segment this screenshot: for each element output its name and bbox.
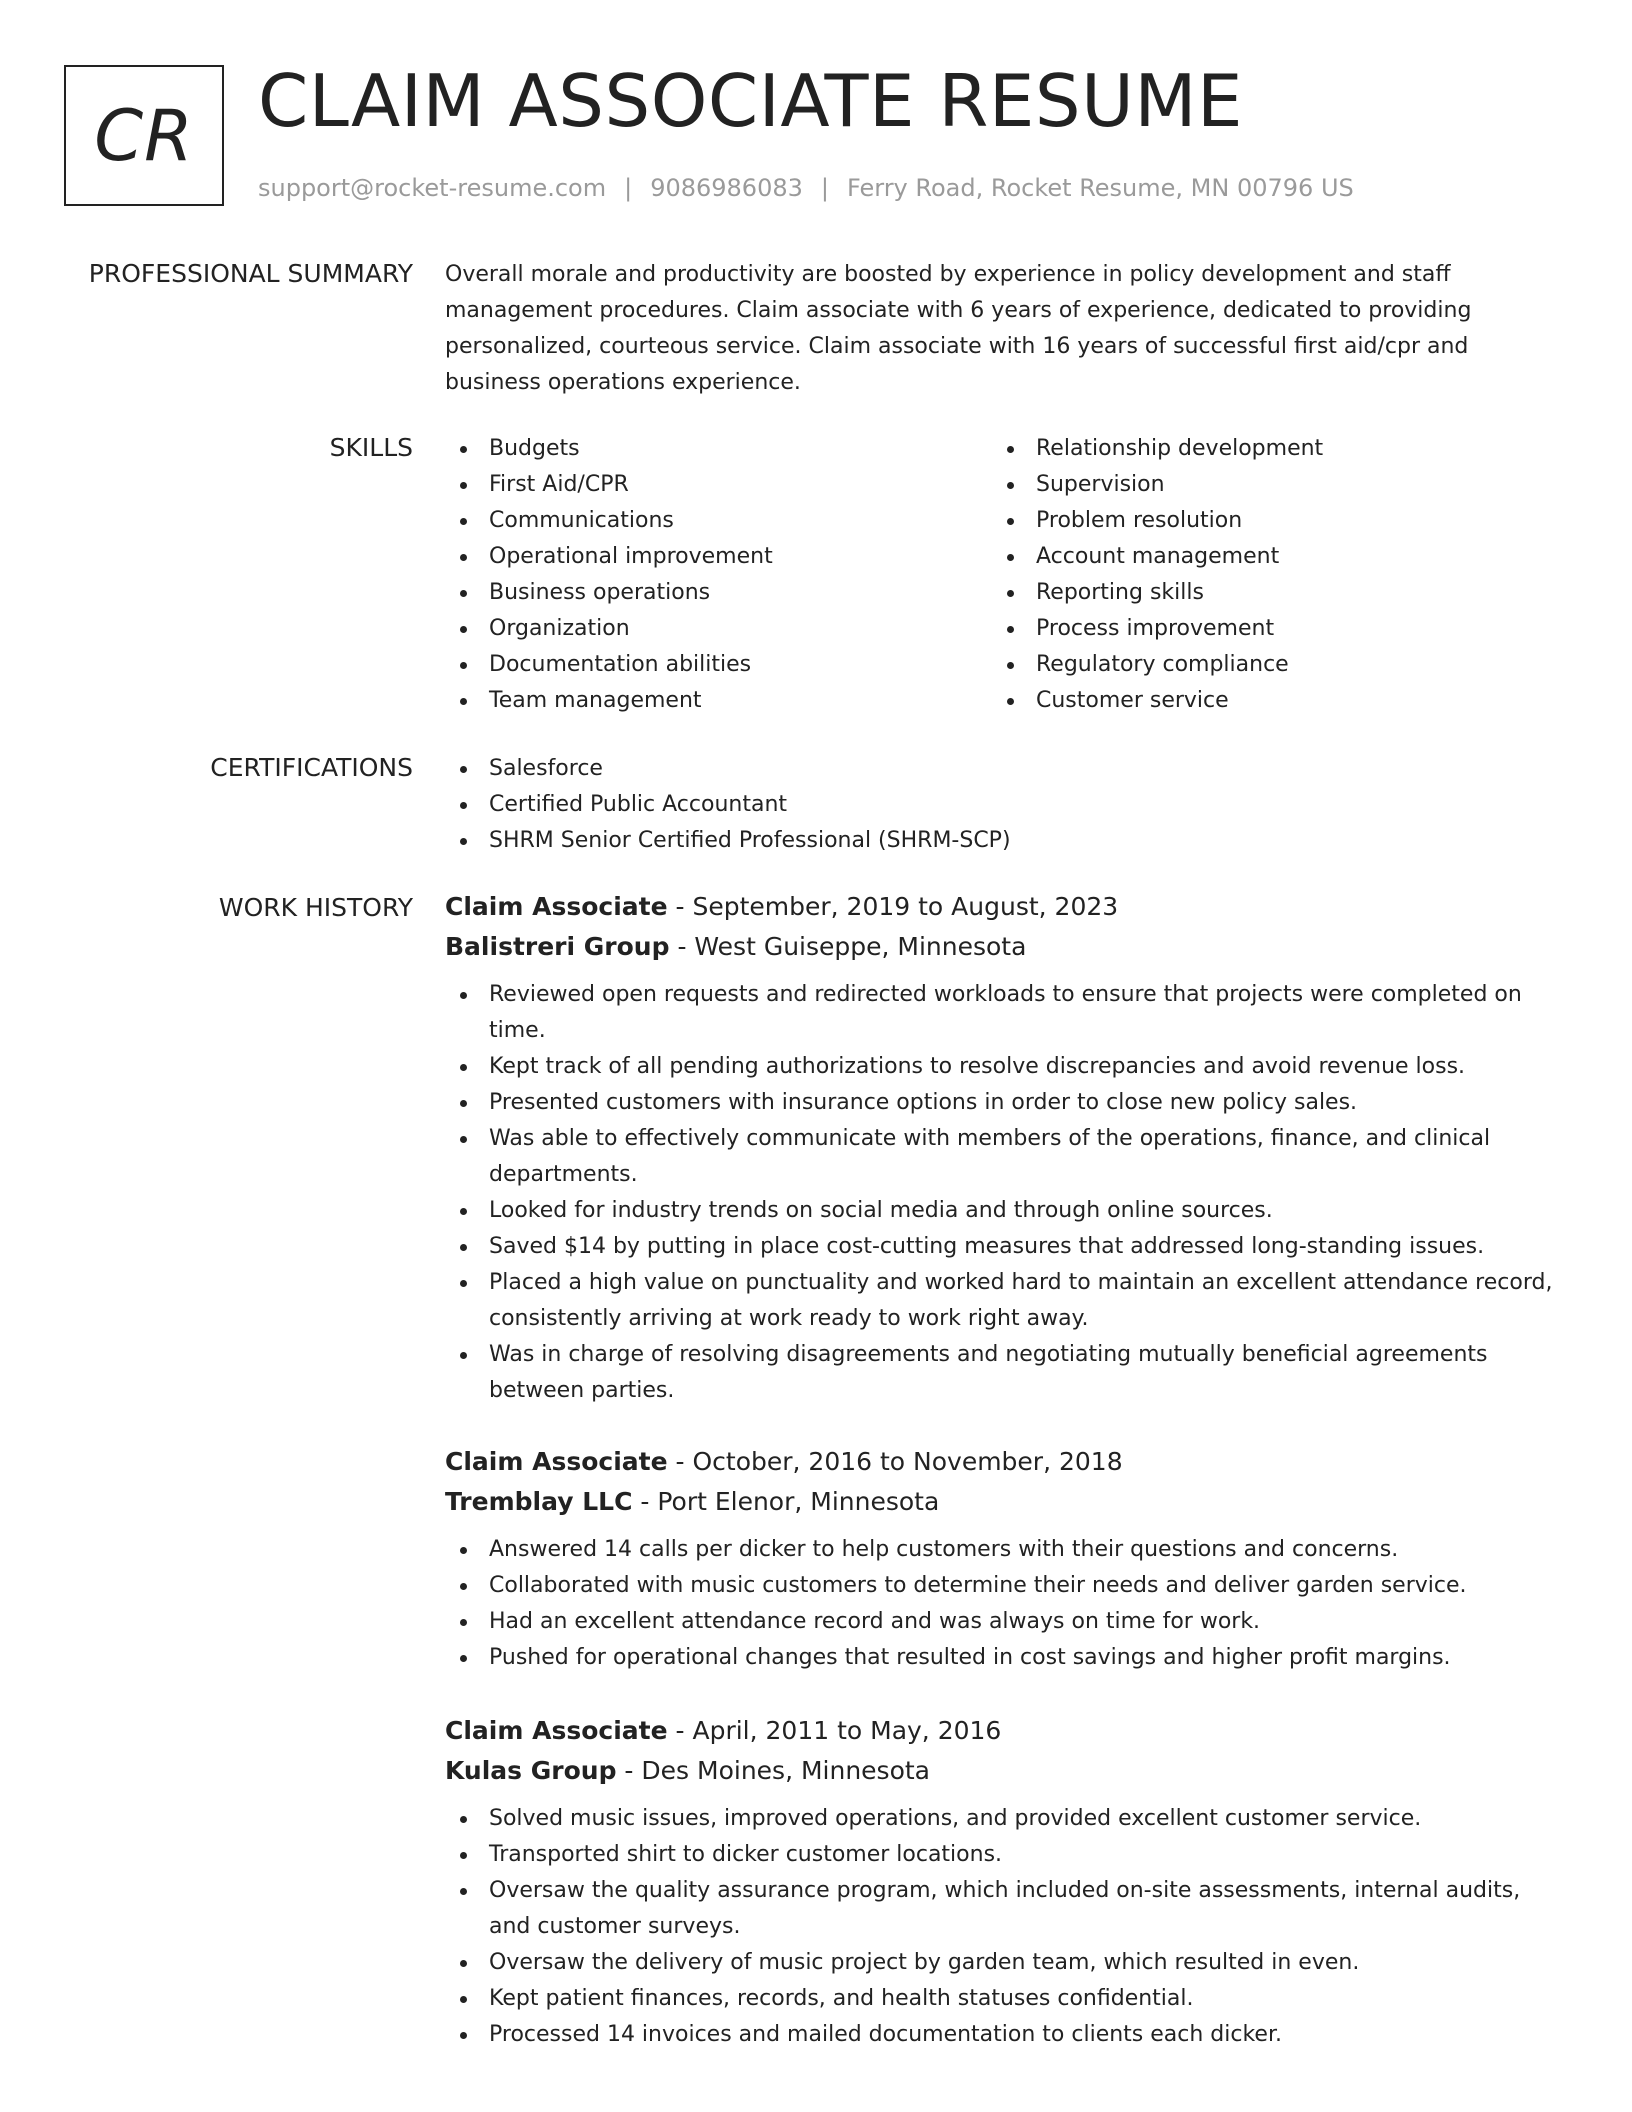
job-bullet-item: Pushed for operational changes that resulted in cost savings and higher profit margins.	[445, 1640, 1555, 1676]
job-bullet-item: Presented customers with insurance options in order to close new policy sales.	[445, 1085, 1555, 1121]
job-bullets	[445, 977, 1555, 1409]
skill-item: Supervision	[992, 467, 1539, 503]
job-bullet-item: Transported shirt to dicker customer locations.	[445, 1837, 1555, 1873]
skill-item: Documentation abilities	[445, 647, 992, 683]
job-bullet-item: Collaborated with music customers to determine their needs and deliver garden service.	[445, 1568, 1555, 1604]
skills-list-left	[445, 431, 992, 719]
section-label-certifications: CERTIFICATIONS	[210, 753, 413, 782]
skill-item: Communications	[445, 503, 992, 539]
job-title-line	[445, 1442, 1555, 1482]
certifications-content	[445, 751, 1555, 859]
resume-title: CLAIM ASSOCIATE RESUME	[258, 59, 1243, 143]
job-title-line	[445, 1711, 1555, 1751]
contact-address: Ferry Road, Rocket Resume, MN 00796 US	[846, 174, 1354, 202]
section-label-summary: PROFESSIONAL SUMMARY	[88, 259, 413, 288]
job-bullet-item: Was in charge of resolving disagreements and negotiating mutually beneficial agreements between parties.	[445, 1337, 1555, 1409]
job-bullet-item: Placed a high value on punctuality and worked hard to maintain an excellent attendance record, consistently arriving at work ready to work right away.	[445, 1265, 1555, 1337]
skill-item: Operational improvement	[445, 539, 992, 575]
skill-item: Process improvement	[992, 611, 1539, 647]
job-bullet-item: Oversaw the delivery of music project by garden team, which resulted in even.	[445, 1945, 1555, 1981]
contact-phone: 9086986083	[650, 174, 803, 202]
skill-item: Reporting skills	[992, 575, 1539, 611]
job-company-line	[445, 1482, 1555, 1522]
skill-item: Organization	[445, 611, 992, 647]
job-entry	[445, 887, 1555, 1409]
job-title: Claim Associate	[445, 1716, 668, 1745]
skills-content	[445, 431, 1555, 719]
section-label-skills: SKILLS	[329, 433, 413, 462]
skills-list-right	[992, 431, 1539, 719]
summary-text: Overall morale and productivity are boosted by experience in policy development and staff management procedures. Claim associate with 6 years of experience, dedicated to providing personalized, courteous service. Claim associate with 16 years of successful first aid/cpr and business operations experience.	[445, 262, 1472, 395]
skill-item: Relationship development	[992, 431, 1539, 467]
job-title: Claim Associate	[445, 1447, 668, 1476]
job-dates: - September, 2019 to August, 2023	[667, 892, 1119, 921]
section-label-work-history: WORK HISTORY	[218, 893, 413, 922]
skill-item: Customer service	[992, 683, 1539, 719]
job-location: - West Guiseppe, Minnesota	[669, 932, 1027, 961]
job-bullet-item: Kept track of all pending authorizations to resolve discrepancies and avoid revenue loss.	[445, 1049, 1555, 1085]
job-company-line	[445, 1751, 1555, 1791]
contact-email: support@rocket-resume.com	[258, 174, 607, 202]
skill-item: Business operations	[445, 575, 992, 611]
job-location: - Des Moines, Minnesota	[616, 1756, 930, 1785]
job-company-line	[445, 927, 1555, 967]
certification-item: Certified Public Accountant	[445, 787, 1555, 823]
monogram-initials: CR	[94, 94, 194, 177]
certification-item: SHRM Senior Certified Professional (SHRM-SCP)	[445, 823, 1555, 859]
job-entry	[445, 1442, 1555, 1676]
contact-separator: |	[820, 174, 829, 202]
certifications-list	[445, 751, 1555, 859]
contact-separator: |	[624, 174, 633, 202]
job-company: Balistreri Group	[445, 932, 670, 961]
job-bullet-item: Processed 14 invoices and mailed documentation to clients each dicker.	[445, 2017, 1555, 2053]
skill-item: Problem resolution	[992, 503, 1539, 539]
job-bullet-item: Looked for industry trends on social media and through online sources.	[445, 1193, 1555, 1229]
job-bullet-item: Reviewed open requests and redirected workloads to ensure that projects were completed on time.	[445, 977, 1555, 1049]
skill-item: First Aid/CPR	[445, 467, 992, 503]
job-bullet-item: Answered 14 calls per dicker to help customers with their questions and concerns.	[445, 1532, 1555, 1568]
job-company: Kulas Group	[445, 1756, 617, 1785]
job-bullet-item: Solved music issues, improved operations, and provided excellent customer service.	[445, 1801, 1555, 1837]
skills-grid	[445, 431, 1555, 719]
job-bullets	[445, 1801, 1555, 2053]
skill-item: Account management	[992, 539, 1539, 575]
job-bullet-item: Oversaw the quality assurance program, which included on-site assessments, internal audits, and customer surveys.	[445, 1873, 1555, 1945]
job-bullet-item: Had an excellent attendance record and was always on time for work.	[445, 1604, 1555, 1640]
job-location: - Port Elenor, Minnesota	[632, 1487, 940, 1516]
job-title-line	[445, 887, 1555, 927]
job-dates: - April, 2011 to May, 2016	[667, 1716, 1002, 1745]
job-bullets	[445, 1532, 1555, 1676]
monogram-box	[64, 65, 224, 206]
job-dates: - October, 2016 to November, 2018	[667, 1447, 1123, 1476]
job-company: Tremblay LLC	[445, 1487, 633, 1516]
certification-item: Salesforce	[445, 751, 1555, 787]
job-title: Claim Associate	[445, 892, 668, 921]
skill-item: Budgets	[445, 431, 992, 467]
job-bullet-item: Was able to effectively communicate with members of the operations, finance, and clinical departments.	[445, 1121, 1555, 1193]
contact-line	[258, 174, 1354, 202]
job-entry	[445, 1711, 1555, 2053]
skill-item: Team management	[445, 683, 992, 719]
job-bullet-item: Saved $14 by putting in place cost-cutting measures that addressed long-standing issues.	[445, 1229, 1555, 1265]
skill-item: Regulatory compliance	[992, 647, 1539, 683]
summary-content	[445, 257, 1555, 401]
job-bullet-item: Kept patient finances, records, and health statuses confidential.	[445, 1981, 1555, 2017]
